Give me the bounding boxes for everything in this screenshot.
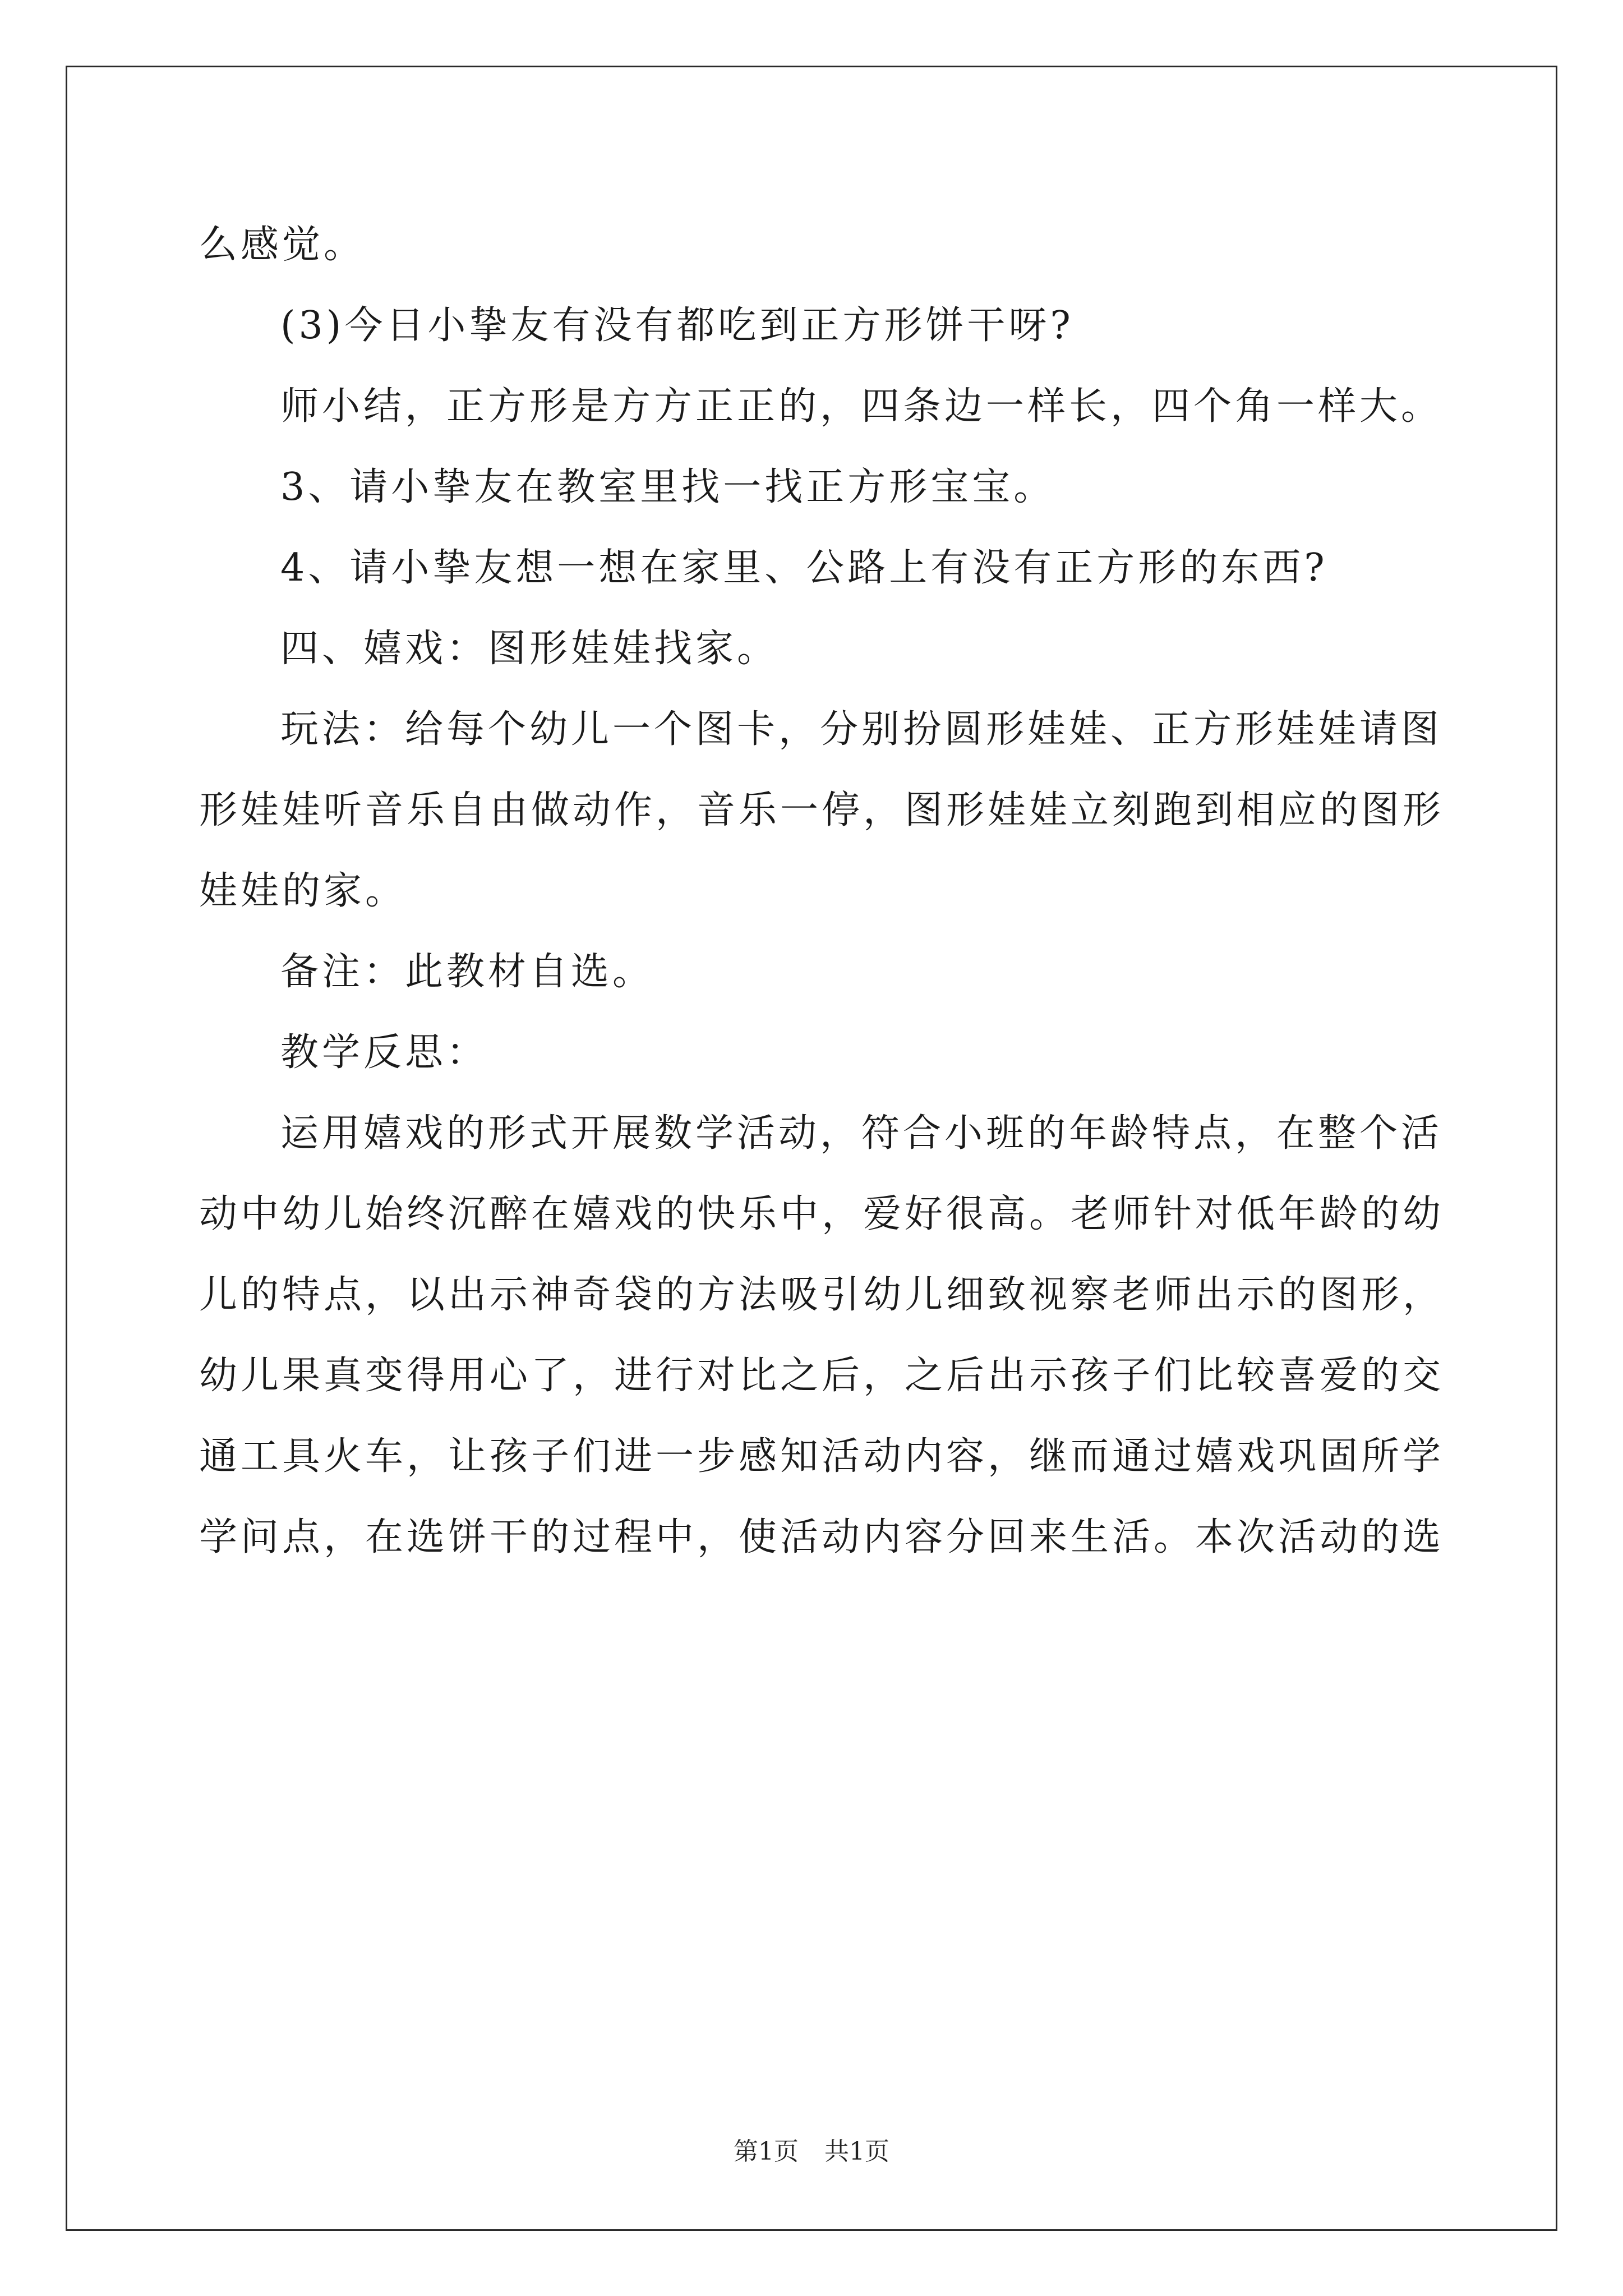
- section-heading: 四、嬉戏：图形娃娃找家。: [280, 627, 779, 671]
- text-line: 玩法：给每个幼儿一个图卡，分别扮圆形娃娃、正方形娃娃请图: [280, 707, 1443, 752]
- text-line: 学问点，在选饼干的过程中，使活动内容分回来生活。本次活动的选: [199, 1515, 1445, 1559]
- text-line: 形娃娃听音乐自由做动作，音乐一停，图形娃娃立刻跑到相应的图形: [199, 788, 1445, 832]
- text-line: 动中幼儿始终沉醉在嬉戏的快乐中，爱好很高。老师针对低年龄的幼: [199, 1192, 1445, 1236]
- text-line: 师小结，正方形是方方正正的，四条边一样长，四个角一样大。: [280, 384, 1443, 429]
- text-line: (3)今日小挚友有没有都吃到正方形饼干呀?: [280, 303, 1074, 348]
- text-line: 娃娃的家。: [199, 869, 407, 913]
- text-line: 通工具火车，让孩子们进一步感知活动内容，继而通过嬉戏巩固所学: [199, 1434, 1445, 1479]
- page-footer: [0, 2135, 1623, 2169]
- document-body: [199, 205, 1445, 1578]
- text-line: 儿的特点，以出示神奇袋的方法吸引幼儿细致视察老师出示的图形，: [199, 1273, 1445, 1317]
- page-total: 共1页: [824, 2137, 889, 2166]
- text-line: 么感觉。: [199, 223, 366, 267]
- text-line: 幼儿果真变得用心了，进行对比之后，之后出示孩子们比较喜爱的交: [199, 1354, 1445, 1398]
- text-line: 3、请小挚友在教室里找一找正方形宝宝。: [280, 465, 1055, 509]
- text-line: 4、请小挚友想一想在家里、公路上有没有正方形的东西?: [280, 546, 1328, 590]
- page-number: 第1页: [734, 2137, 799, 2166]
- text-line: 运用嬉戏的形式开展数学活动，符合小班的年龄特点，在整个活: [280, 1111, 1443, 1156]
- section-heading: 教学反思：: [280, 1030, 488, 1075]
- text-line: 备注：此教材自选。: [280, 950, 654, 994]
